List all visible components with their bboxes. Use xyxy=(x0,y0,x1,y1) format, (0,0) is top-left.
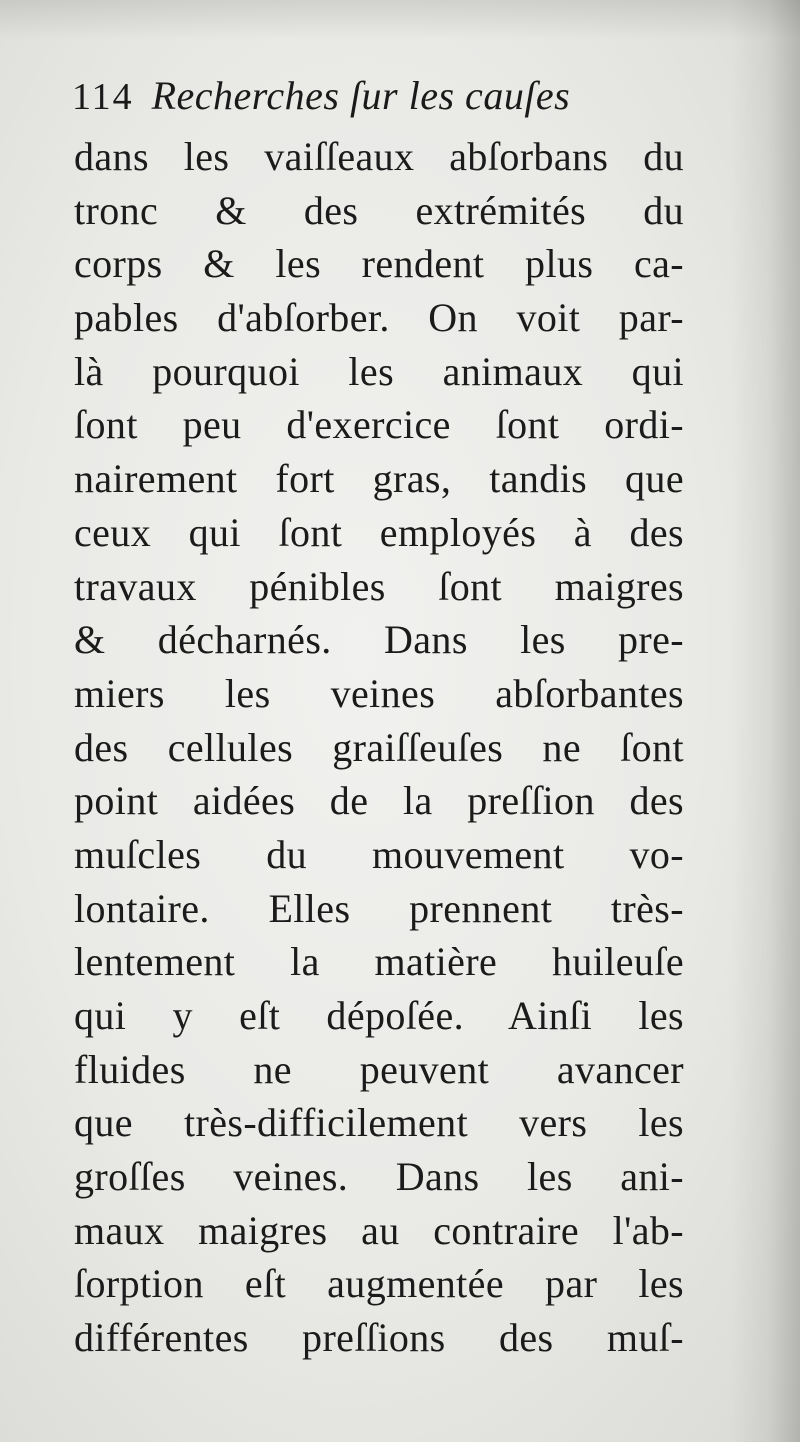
text-line: ſorption eſt augmentée par les xyxy=(74,1261,684,1307)
text-line: muſcles du mouvement vo- xyxy=(74,831,684,877)
text-line: lontaire. Elles prennent très- xyxy=(74,885,684,931)
page-edge-shadow xyxy=(730,0,800,1442)
text-line: groſſes veines. Dans les ani- xyxy=(74,1154,684,1200)
text-line: là pourquoi les animaux qui xyxy=(74,348,684,394)
text-line: ſont peu d'exercice ſont ordi- xyxy=(74,402,684,448)
text-line: miers les veines abſorbantes xyxy=(74,670,684,716)
running-title: Recherches ſur les cauſes xyxy=(151,73,571,118)
page-number: 114 xyxy=(72,76,134,118)
text-line: que très-difficilement vers les xyxy=(74,1100,684,1146)
text-line: point aidées de la preſſion des xyxy=(74,778,684,824)
text-line: maux maigres au contraire l'ab- xyxy=(74,1207,684,1253)
text-line: & décharnés. Dans les pre- xyxy=(74,617,684,663)
text-line: tronc & des extrémités du xyxy=(74,187,684,233)
text-line: pables d'abſorber. On voit par- xyxy=(74,295,684,341)
text-line: ceux qui ſont employés à des xyxy=(74,509,684,555)
text-line: des cellules graiſſeuſes ne ſont xyxy=(74,724,684,770)
text-line: corps & les rendent plus ca- xyxy=(74,241,684,287)
page-top-shadow xyxy=(0,0,800,40)
text-line: qui y eſt dépoſée. Ainſi les xyxy=(74,993,684,1038)
text-line: différentes preſſions des muſ- xyxy=(74,1315,684,1361)
text-line: nairement fort gras, tandis que xyxy=(74,456,684,502)
text-line: lentement la matière huileuſe xyxy=(74,939,684,985)
body-text xyxy=(74,130,684,1365)
page-header xyxy=(72,72,570,132)
text-line: dans les vaiſſeaux abſorbans du xyxy=(74,134,684,179)
text-line: fluides ne peuvent avancer xyxy=(74,1046,684,1092)
text-line: travaux pénibles ſont maigres xyxy=(74,563,684,609)
